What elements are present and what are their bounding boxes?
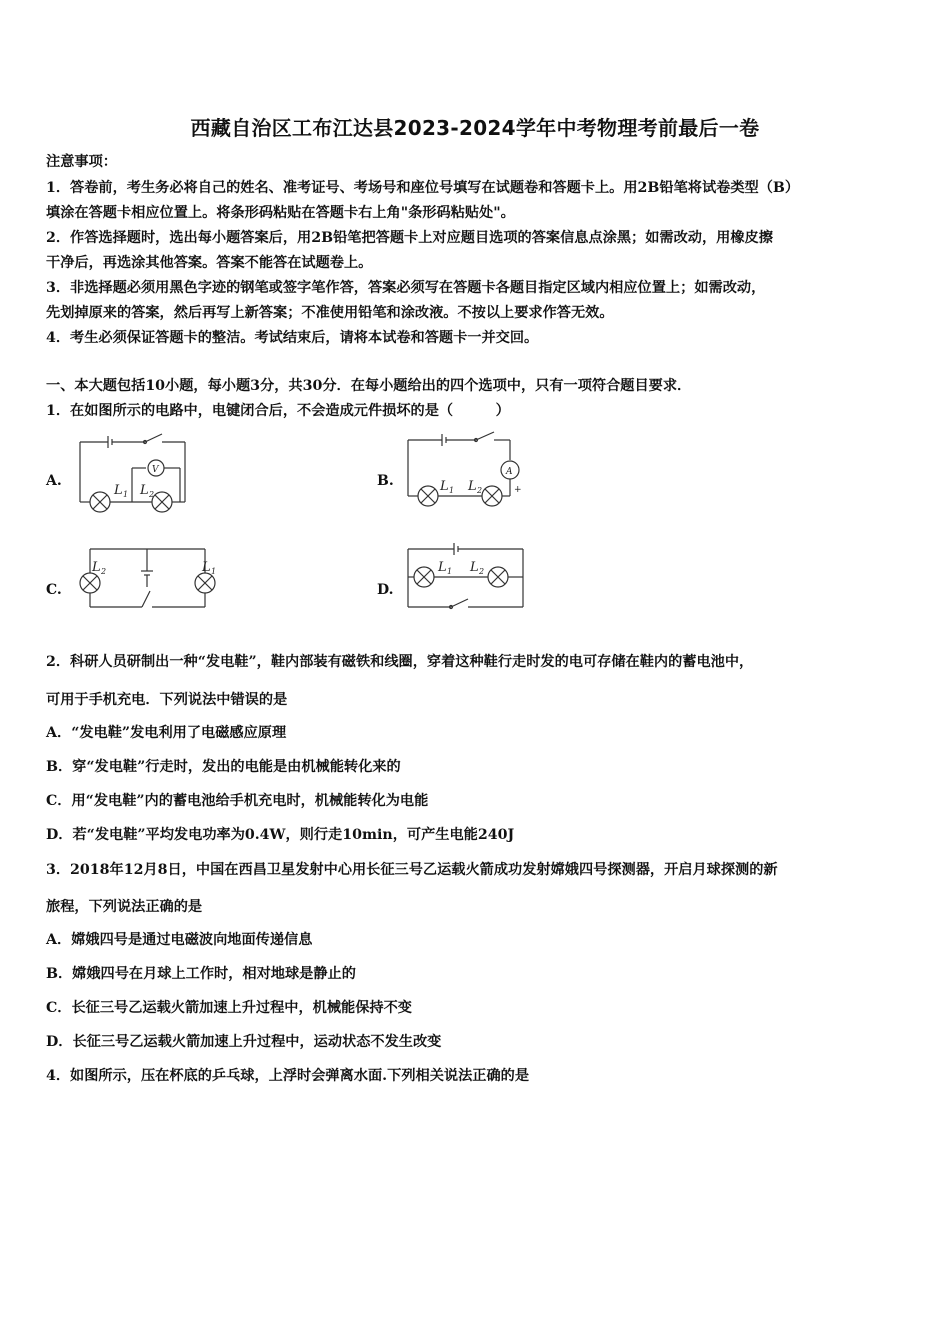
question-3-option-d: D．长征三号乙运载火箭加速上升过程中，运动状态不发生改变 [46, 1034, 442, 1050]
q1-option-b-label: B. [377, 473, 394, 489]
lamp-l2-subscript: 2 [149, 490, 155, 499]
notice-line: 填涂在答题卡相应位置上。将条形码粘贴在答题卡右上角"条形码粘贴处"。 [46, 205, 515, 221]
notice-line: 3．非选择题必须用黑色字迹的钢笔或签字笔作答，答案必须写在答题卡各题目指定区域内相应位置上；如需改动， [46, 280, 766, 296]
question-1-stem: 1．在如图所示的电路中，电键闭合后，不会造成元件损坏的是（ ） [46, 403, 510, 419]
notice-line: 1．答卷前，考生务必将自己的姓名、准考证号、考场号和座位号填写在试题卷和答题卡上。用2B铅笔将试卷类型（B） [46, 180, 800, 196]
question-3-option-c: C．长征三号乙运载火箭加速上升过程中，机械能保持不变 [46, 1000, 412, 1016]
q1-option-a-label: A. [46, 473, 62, 489]
notice-line: 2．作答选择题时，选出每小题答案后，用2B铅笔把答题卡上对应题目选项的答案信息点涂黑；如需改动，用橡皮擦 [46, 230, 773, 246]
question-2-stem-line2: 可用于手机充电．下列说法中错误的是 [46, 692, 288, 708]
question-2-stem-line1: 2．科研人员研制出一种“发电鞋”，鞋内部装有磁铁和线圈，穿着这种鞋行走时发的电可存储在鞋内的蓄电池中， [46, 654, 754, 670]
question-3-option-a: A．嫦娥四号是通过电磁波向地面传递信息 [46, 932, 313, 948]
question-3-option-b: B．嫦娥四号在月球上工作时，相对地球是静止的 [46, 966, 356, 982]
voltmeter-label: V [152, 465, 159, 475]
lamp-l1-subscript: 1 [211, 567, 217, 576]
notice-line: 先划掉原来的答案，然后再写上新答案；不准使用铅笔和涂改液。不按以上要求作答无效。 [46, 305, 614, 321]
lamp-l2-subscript: 2 [479, 567, 485, 576]
lamp-l2-label: L [468, 479, 477, 494]
question-3-stem-line2: 旅程，下列说法正确的是 [46, 899, 203, 915]
question-2-option-d: D．若“发电鞋”平均发电功率为0.4W，则行走10min，可产生电能240J [46, 827, 515, 843]
circuit-b-diagram [406, 432, 536, 522]
q1-option-c-label: C. [46, 582, 62, 598]
lamp-l1-label: L [114, 483, 123, 498]
question-3-stem-line1: 3．2018年12月8日，中国在西昌卫星发射中心用长征三号乙运载火箭成功发射嫦娥四号探测器，开启月球探测的新 [46, 862, 778, 878]
lamp-l2-label: L [92, 560, 101, 575]
question-2-option-a: A．“发电鞋”发电利用了电磁感应原理 [46, 725, 287, 741]
circuit-a-diagram [70, 432, 190, 522]
circuit-c-diagram [70, 543, 220, 613]
section-heading: 一、本大题包括10小题，每小题3分，共30分．在每小题给出的四个选项中，只有一项符合题目要求． [46, 378, 692, 394]
question-2-option-b: B．穿“发电鞋”行走时，发出的电能是由机械能转化来的 [46, 759, 401, 775]
question-4-stem: 4．如图所示，压在杯底的乒乓球，上浮时会弹离水面.下列相关说法正确的是 [46, 1068, 530, 1084]
q1-option-d-label: D. [377, 582, 394, 598]
lamp-l2-subscript: 2 [477, 486, 483, 495]
circuit-d-diagram [406, 543, 526, 613]
lamp-l1-label: L [438, 560, 447, 575]
lamp-l2-subscript: 2 [101, 567, 107, 576]
ammeter-plus-sign: + [514, 485, 522, 495]
lamp-l1-subscript: 1 [447, 567, 453, 576]
question-2-option-c: C．用“发电鞋”内的蓄电池给手机充电时，机械能转化为电能 [46, 793, 429, 809]
notice-heading: 注意事项： [46, 154, 117, 170]
lamp-l1-label: L [202, 560, 211, 575]
ammeter-label: A [506, 467, 513, 477]
notice-line: 干净后，再选涂其他答案。答案不能答在试题卷上。 [46, 255, 373, 271]
lamp-l2-label: L [470, 560, 479, 575]
lamp-l1-subscript: 1 [449, 486, 455, 495]
lamp-l1-subscript: 1 [123, 490, 129, 499]
lamp-l2-label: L [140, 483, 149, 498]
notice-line: 4．考生必须保证答题卡的整洁。考试结束后，请将本试卷和答题卡一并交回。 [46, 330, 539, 346]
page-title: 西藏自治区工布江达县2023-2024学年中考物理考前最后一卷 [190, 116, 760, 140]
lamp-l1-label: L [440, 479, 449, 494]
